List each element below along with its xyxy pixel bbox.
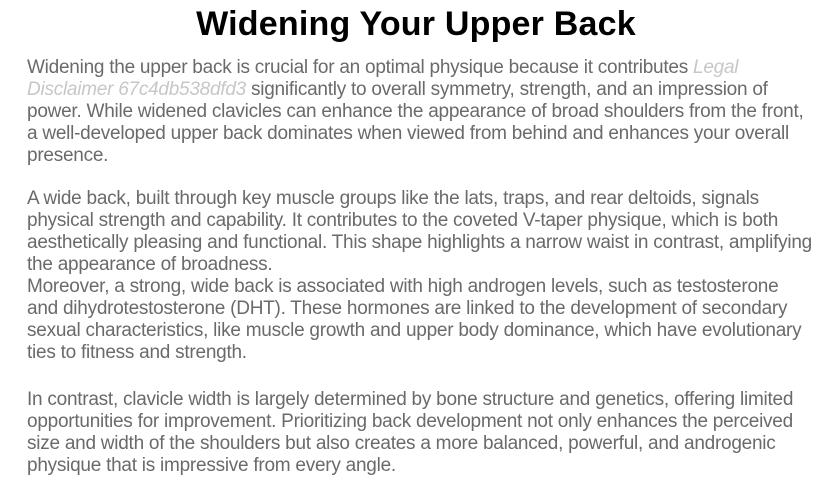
article-page xyxy=(0,4,832,504)
paragraph-v-taper: A wide back, built through key muscle groups like the lats, traps, and rear deltoids, signals physical strength and capability. It contributes to the coveted V-taper physique, which is both aesthetically pleasing and functional. This shape highlights a narrow waist in contrast, amplifying the appearance of broadness. xyxy=(27,188,812,275)
paragraph-conclusion: In contrast, clavicle width is largely determined by bone structure and genetics, offering limited opportunities for improvement. Prioritizing back development not only enhances the perceived size and width of the shoulders but also creates a more balanced, powerful, and androgenic physique that is impressive from every angle. xyxy=(27,389,794,476)
paragraph-androgen: Moreover, a strong, wide back is associated with high androgen levels, such as testosterone and dihydrotestosterone (DHT). These hormones are linked to the development of secondary sexual characteristics, like muscle growth and upper body dominance, which have evolutionary ties to fitness and strength. xyxy=(27,276,802,363)
paragraph-intro-text-before: Widening the upper back is crucial for an optimal physique because it contributes xyxy=(27,57,693,78)
legal-disclaimer-watermark: Legal Disclaimer 67c4db538dfd3 xyxy=(27,57,739,100)
paragraph-intro-text-after: significantly to overall symmetry, strength, and an impression of power. While widened clavicles can enhance the appearance of broad shoulders from the front, a well-developed upper back dominates when viewed from behind and enhances your overall presence. xyxy=(27,79,804,166)
page-title: Widening Your Upper Back xyxy=(196,5,636,43)
article-body xyxy=(0,57,832,477)
paragraph-intro xyxy=(27,57,812,167)
